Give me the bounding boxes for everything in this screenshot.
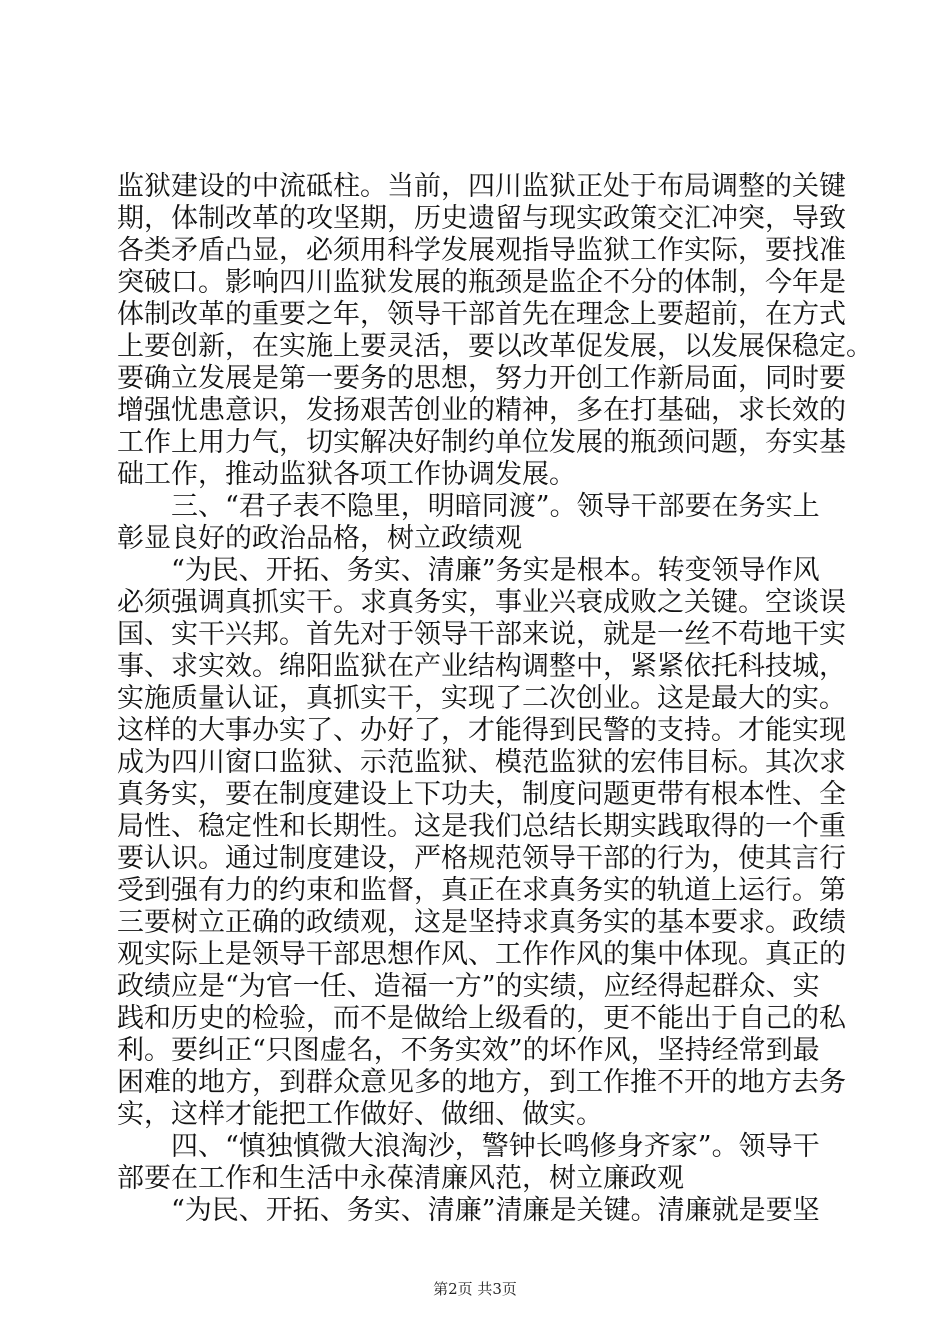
text-line: 国、实干兴邦。首先对于领导干部来说，就是一丝不苟地干实 — [117, 619, 846, 650]
text-line: 成为四川窗口监狱、示范监狱、模范监狱的宏伟目标。其次求 — [117, 747, 846, 778]
text-line: 观实际上是领导干部思想作风、工作作风的集中体现。真正的 — [117, 939, 846, 970]
text-line: 必须强调真抓实干。求真务实，事业兴衰成败之关键。空谈误 — [117, 587, 846, 618]
text-line: 要认识。通过制度建设，严格规范领导干部的行为，使其言行 — [117, 843, 846, 874]
text-line: 利。要纠正“只图虚名，不务实效”的坏作风，坚持经常到最 — [117, 1035, 820, 1066]
text-line: “为民、开拓、务实、清廉”务实是根本。转变领导作风 — [171, 555, 820, 586]
text-line: 三要树立正确的政绩观，这是坚持求真务实的基本要求。政绩 — [117, 907, 846, 938]
text-line: 增强忧患意识，发扬艰苦创业的精神，多在打基础，求长效的 — [117, 395, 846, 426]
text-line: 政绩应是“为官一任、造福一方”的实绩，应经得起群众、实 — [117, 971, 820, 1002]
section-heading-line: 部要在工作和生活中永葆清廉风范，树立廉政观 — [117, 1163, 684, 1194]
text-line: 事、求实效。绵阳监狱在产业结构调整中，紧紧依托科技城， — [117, 651, 846, 682]
body-text — [117, 171, 873, 1227]
text-line: 实施质量认证，真抓实干，实现了二次创业。这是最大的实。 — [117, 683, 846, 714]
section-heading-line: 四、“慎独慎微大浪淘沙，警钟长鸣修身齐家”。领导干 — [171, 1131, 820, 1162]
section-heading-line: 彰显良好的政治品格，树立政绩观 — [117, 523, 522, 554]
section-heading-line: 三、“君子表不隐里，明暗同渡”。领导干部要在务实上 — [171, 491, 820, 522]
text-line: 础工作，推动监狱各项工作协调发展。 — [117, 459, 576, 490]
text-line: 真务实，要在制度建设上下功夫，制度问题更带有根本性、全 — [117, 779, 846, 810]
text-line: 局性、稳定性和长期性。这是我们总结长期实践取得的一个重 — [117, 811, 846, 842]
text-line: 各类矛盾凸显，必须用科学发展观指导监狱工作实际，要找准 — [117, 235, 846, 266]
text-line: 突破口。影响四川监狱发展的瓶颈是监企不分的体制，今年是 — [117, 267, 846, 298]
text-line: 体制改革的重要之年，领导干部首先在理念上要超前，在方式 — [117, 299, 846, 330]
text-line: 践和历史的检验，而不是做给上级看的，更不能出于自己的私 — [117, 1003, 846, 1034]
text-line: 实，这样才能把工作做好、做细、做实。 — [117, 1099, 603, 1130]
text-line: 工作上用力气，切实解决好制约单位发展的瓶颈问题，夯实基 — [117, 427, 846, 458]
text-line: “为民、开拓、务实、清廉”清廉是关键。清廉就是要坚 — [171, 1195, 820, 1226]
text-line: 这样的大事办实了、办好了，才能得到民警的支持。才能实现 — [117, 715, 846, 746]
text-line: 困难的地方，到群众意见多的地方，到工作推不开的地方去务 — [117, 1067, 846, 1098]
text-line: 要确立发展是第一要务的思想，努力开创工作新局面，同时要 — [117, 363, 846, 394]
text-line: 上要创新，在实施上要灵活，要以改革促发展，以发展保稳定。 — [117, 331, 873, 362]
text-line: 受到强有力的约束和监督，真正在求真务实的轨道上运行。第 — [117, 875, 846, 906]
text-line: 期，体制改革的攻坚期，历史遗留与现实政策交汇冲突，导致 — [117, 203, 846, 234]
text-line: 监狱建设的中流砥柱。当前，四川监狱正处于布局调整的关键 — [117, 171, 846, 202]
page-footer: 第2页 共3页 — [433, 1280, 517, 1298]
